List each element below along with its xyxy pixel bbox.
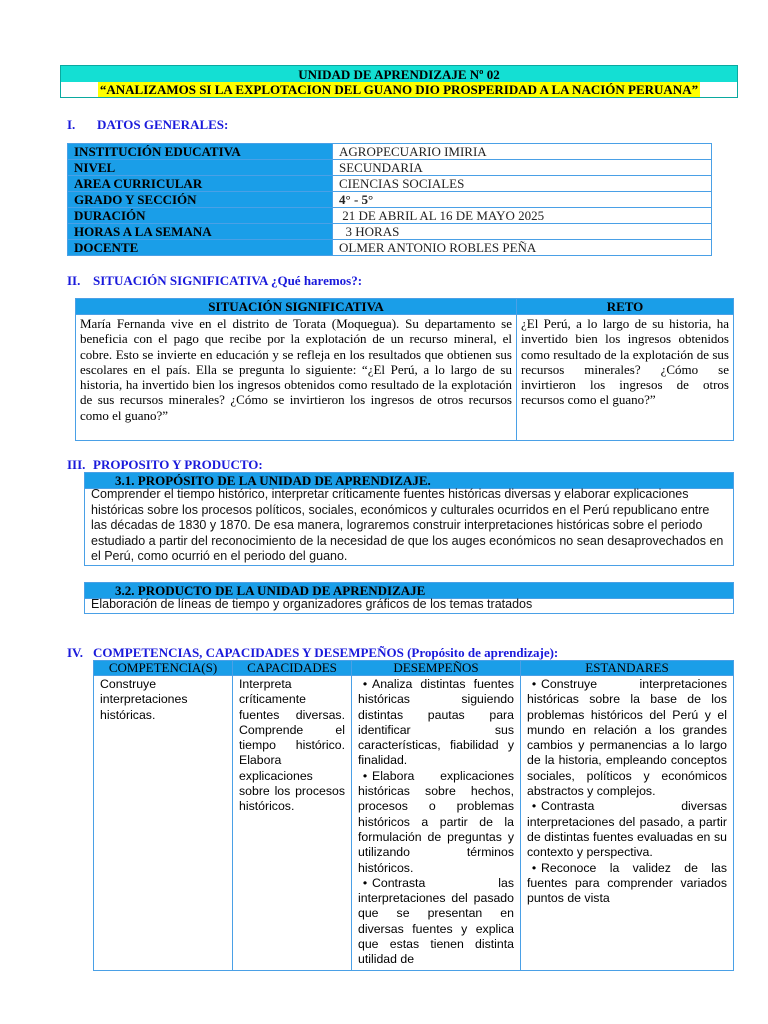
general-data-key: AREA CURRICULAR bbox=[68, 176, 333, 192]
section-2-number: II. bbox=[67, 273, 81, 288]
section-3-number: III. bbox=[67, 457, 86, 472]
general-data-value: 21 DE ABRIL AL 16 DE MAYO 2025 bbox=[333, 208, 712, 224]
product-title: 3.2. PRODUCTO DE LA UNIDAD DE APRENDIZAJE bbox=[115, 583, 426, 598]
section-2-title: SITUACIÓN SIGNIFICATIVA ¿Qué haremos?: bbox=[93, 273, 363, 288]
bullet-icon: • bbox=[531, 860, 537, 875]
competency-cell bbox=[94, 676, 233, 971]
general-data-value: 3 HORAS bbox=[333, 224, 712, 240]
significant-situation-table bbox=[75, 298, 734, 441]
standards-header: ESTANDARES bbox=[521, 661, 734, 676]
general-data-key: NIVEL bbox=[68, 160, 333, 176]
competencies-header: COMPETENCIA(S) bbox=[94, 661, 233, 676]
capacities-cell bbox=[233, 676, 352, 971]
capacities-header: CAPACIDADES bbox=[233, 661, 352, 676]
general-data-row bbox=[68, 160, 712, 176]
performance-item: • Elabora explicaciones históricas sobre hechos, procesos o problemas históricos a partir de la formulación de preguntas y utilizando términos históricos. bbox=[358, 768, 514, 875]
general-data-value: SECUNDARIA bbox=[333, 160, 712, 176]
general-data-value: OLMER ANTONIO ROBLES PEÑA bbox=[333, 240, 712, 256]
capacities-text: Interpreta críticamente fuentes diversas. Comprende el tiempo histórico. Elabora explicaciones sobre los procesos históricos. bbox=[239, 677, 345, 814]
performances-header: DESEMPEÑOS bbox=[352, 661, 521, 676]
bullet-icon: • bbox=[531, 799, 537, 814]
standard-item: • Contrasta diversas interpretaciones del pasado, a partir de distintas fuentes evaluadas en su contexto y perspectiva. bbox=[527, 799, 727, 860]
standards-cell bbox=[521, 676, 734, 971]
section-3-title: PROPOSITO Y PRODUCTO: bbox=[93, 457, 263, 472]
competencies-table bbox=[93, 660, 734, 971]
section-1-heading bbox=[67, 117, 228, 132]
situation-text: María Fernanda vive en el distrito de Torata (Moquegua). Su departamento se beneficia con el pago que recibe por la explotación de un recurso mineral, el cobre. Esto se invierte en educación y se refleja en los resultados que obtienen sus escolares en el país. Ella se pregunta lo siguiente: “¿El Perú, a lo largo de su historia, ha invertido bien los ingresos obtenidos como resultado de la explotación de sus recursos minerales? ¿Cómo se invirtieron los ingresos de otros recursos como el guano?” bbox=[76, 315, 517, 441]
performances-cell bbox=[352, 676, 521, 971]
general-data-row bbox=[68, 240, 712, 256]
general-data-key: HORAS A LA SEMANA bbox=[68, 224, 333, 240]
section-3-heading bbox=[67, 457, 263, 472]
performance-item: • Contrasta las interpretaciones del pasado que se presentan en diversas fuentes y explica que estas tienen distinta utilidad de bbox=[358, 875, 514, 967]
challenge-header: RETO bbox=[517, 299, 734, 315]
unit-subtitle: “ANALIZAMOS SI LA EXPLOTACION DEL GUANO DIO PROSPERIDAD A LA NACIÓN PERUANA” bbox=[99, 82, 699, 97]
general-data-row bbox=[68, 192, 712, 208]
purpose-title: 3.1. PROPÓSITO DE LA UNIDAD DE APRENDIZAJE. bbox=[115, 473, 431, 488]
bullet-icon: • bbox=[362, 768, 368, 783]
competency-text: Construye interpretaciones históricas. bbox=[100, 677, 188, 722]
performance-item: • Analiza distintas fuentes históricas siguiendo distintas pautas para identificar sus características, fiabilidad y finalidad. bbox=[358, 677, 514, 768]
purpose-text: Comprender el tiempo histórico, interpretar críticamente fuentes históricas diversas y elaborar explicaciones históricas sobre los procesos políticos, sociales, económicos y culturales ocurridos en el Perú republicano entre las décadas de 1830 y 1870. De esa manera, lograremos construir interpretaciones históricas sobre el periodo estudiado a partir del reconocimiento de la necesidad de que los auges económicos no sean desaprovechados en el Perú, como ocurrió en el periodo del guano. bbox=[84, 487, 734, 566]
bullet-icon: • bbox=[531, 677, 537, 691]
challenge-text: ¿El Perú, a lo largo de su historia, ha invertido bien los ingresos obtenidos como resultado de la explotación de sus recursos minerales? ¿Cómo se invirtieron los ingresos de otros recursos como el guano?” bbox=[517, 315, 734, 441]
general-data-table bbox=[67, 143, 712, 256]
general-data-row bbox=[68, 208, 712, 224]
general-data-row bbox=[68, 144, 712, 160]
section-4-number: IV. bbox=[67, 645, 84, 660]
general-data-key: DURACIÓN bbox=[68, 208, 333, 224]
general-data-key: DOCENTE bbox=[68, 240, 333, 256]
general-data-value: 4° - 5° bbox=[333, 192, 712, 208]
general-data-key: INSTITUCIÓN EDUCATIVA bbox=[68, 144, 333, 160]
general-data-key: GRADO Y SECCIÓN bbox=[68, 192, 333, 208]
section-4-title: COMPETENCIAS, CAPACIDADES Y DESEMPEÑOS (Propósito de aprendizaje): bbox=[93, 645, 559, 660]
section-1-number: I. bbox=[67, 117, 76, 132]
standard-item: • Reconoce la validez de las fuentes para comprender variados puntos de vista bbox=[527, 860, 727, 906]
section-4-heading bbox=[67, 645, 558, 660]
situation-header: SITUACIÓN SIGNIFICATIVA bbox=[76, 299, 517, 315]
unit-title: UNIDAD DE APRENDIZAJE Nº 02 bbox=[298, 67, 500, 82]
bullet-icon: • bbox=[362, 677, 368, 691]
general-data-value: CIENCIAS SOCIALES bbox=[333, 176, 712, 192]
unit-title-box bbox=[60, 65, 738, 98]
general-data-row bbox=[68, 224, 712, 240]
product-text: Elaboración de líneas de tiempo y organizadores gráficos de los temas tratados bbox=[84, 597, 734, 614]
general-data-value: AGROPECUARIO IMIRIA bbox=[333, 144, 712, 160]
section-1-title: DATOS GENERALES: bbox=[97, 117, 229, 132]
bullet-icon: • bbox=[362, 875, 368, 890]
section-2-heading bbox=[67, 273, 362, 288]
unit-subtitle-row bbox=[61, 82, 737, 97]
standard-item: • Construye interpretaciones históricas sobre la base de los problemas históricos del Perú y el mundo en relación a los grandes cambios y permanencias a lo largo de la historia, empleando conceptos sociales, políticos y económicos abstractos y complejos. bbox=[527, 677, 727, 799]
general-data-row bbox=[68, 176, 712, 192]
